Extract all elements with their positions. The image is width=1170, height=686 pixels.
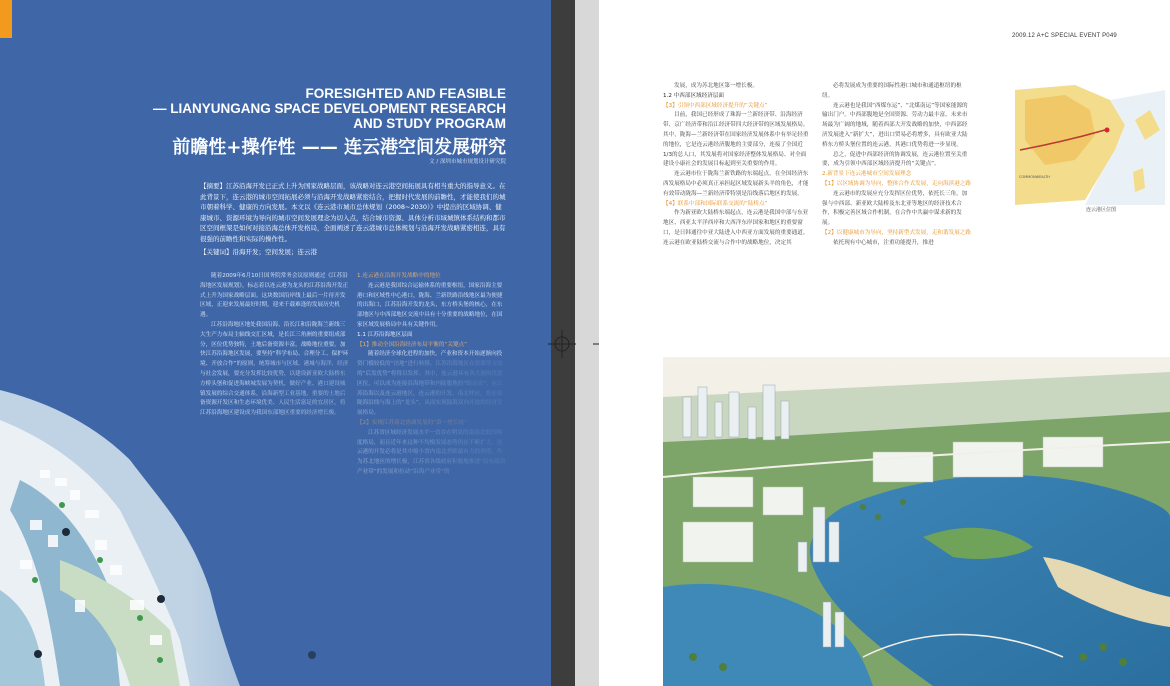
author-line: 文 / 深圳市城市规划设计研究院 bbox=[429, 159, 506, 165]
map-caption: 连云港区位图 bbox=[1086, 207, 1117, 213]
title-chinese: 前瞻性+操作性 —— 连云港空间发展研究 bbox=[172, 137, 506, 158]
svg-text:COMMONWEALTH: COMMONWEALTH bbox=[1019, 175, 1050, 179]
abstract: 【摘要】江苏沿海开发已正式上升为国家战略层面，该战略对连云港空间拓展具有相当重大的指导意义。在此背景下，连云港的城市空间拓展必须与沿海开发战略紧密结合，把握时代发展的前瞻性，才能使我们的城市朝着科学、健康的方向发展。本文以《连云港市城市总体规划（2008~2030）》中提出的区域协调、健康城市、资源环境为导向的城市空间发展理念为切入点，结合城市资源、具体分析市域城镇体系结构和都市区空间框架是如何对接沿海总体开发格局，全面阐述了连云港城市总体规划与沿海开发战略紧密相连，具有很强的前瞻性和实际的操作性。 bbox=[200, 182, 506, 243]
orange-tab bbox=[0, 0, 12, 38]
location-map bbox=[1015, 80, 1165, 205]
crop-mark-left bbox=[548, 330, 576, 358]
right-column-2: 必将发展成为重要的国际性港口城市和通道枢纽的枢纽。 连云港也是我国“西煤东运”、“北煤南运”等国家能源的输出门户。中西部腹地是全国资源、劳动力最丰富，未来市场最为广阔的地域，随着西部大开发战略的加快，中西部经济发展进入“新扩大”，进出口贸易必将增多，具有欧亚大陆桥东方桥头堡位置的连云港，其港口优势将进一步显现。 总之，促进中西部经济的协调发展，连云港位置至关重要，成为引领中西部区域经济提升的“关键点”。 2.新背景下连云港城市空间发展理念 【1】以区域协调为导向，整体合作式发展，走向海滨港之路 连云港市的发展应充分发挥区位优势，依托长三角，加强与中西部、新亚欧大陆桥及东北亚等地区的经济技术合作，积极完善区域合作机制，在合作中共赢中谋求新的发展。 【2】以健康城市为导向，坚持新型式发展，走和谐发展之路 依托现有中心城市，注重功能提升，推进 bbox=[822, 83, 971, 246]
left-page bbox=[0, 0, 551, 686]
left-column-1: 随着2009年6月10日国务院常务会议原则通过《江苏沿海地区发展规划》，标志着以连云港为龙头的江苏沿海开发正式上升为国家战略层面。这块数国沿岸线上最后一片待开发区域，正迎来发展最好时期，迎来千载难逢的发展历史机遇。 江苏沿海地区地处我国沿海、沿长江和沿陇海兰新线三大生产力布局主轴线交汇区域，是长江三角洲的重要组成部分，区位优势独特，土地后备资源丰富，战略地位重要。加快江苏沿海地区发展，要坚持“科学布局、合理分工、保护环 bbox=[200, 273, 349, 358]
aerial-city-rendering bbox=[663, 357, 1170, 686]
page-header: 2009.12 A+C SPECIAL EVENT P049 bbox=[1012, 33, 1117, 39]
left-column-2: 1.连云港在沿海开发战略中的地位 连云港是我国综合运输体系的重要枢纽，国家沿海主要港口和区域性中心港口，陇海、兰新铁路沿线地区最为便捷的出海口，江苏沿海开发的龙头，东方桥头堡的核心，在东部地区与中西部地区交流中具有十分重要的战略地位，在国家区域发展格局中具有关键作用。 1.1 江苏沿海地区层面 【1】推动全国沿海经济布局平衡的“关键点” 随着经济全球化进程的加快，产业和资本开始逐渐向投 bbox=[357, 273, 503, 358]
keywords: 【关键词】沿海开发；空间发展；连云港 bbox=[200, 248, 317, 256]
city-plan-aerial-illustration bbox=[0, 360, 551, 686]
title-english: FORESIGHTED AND FEASIBLE — LIANYUNGANG SPACE DEVELOPMENT RESEARCH AND STUDY PROGRAM bbox=[152, 86, 506, 131]
right-column-1: 发展，成为苏北地区第一增长极。 1.2 中西部区域经济层面 【3】引领中西部区域经济提升的“关键点” 目前，我国已经形成了珠海一兰新经济带、沿海经济带、京广经济带和沿江经济带四大经济带的区域发展格局。其中，陇海—兰新经济带在国家经济发展体系中有举足轻重的地位，它是连云港经济腹地的主要部分，连接了全国近1/3的总人口，其发展将对国家经济整体发展格局、对全面建设小康社会的发展目标起到至关重要的作用。 连云港市位于陇海兰新铁路的东端起点，在全国经济东西发展格局中必须真正承担起区域发展新头羊的角色，才能有效带动陇海—兰新经济带特别是沿线落后地区的发展。 【4】联系中部和国际联系交流的“陆桥点” 作为新亚欧大陆桥东端起点，连云港是我国中部与东亚地区、西亚太平洋西岸和大西洋东岸国家和地区的重要窗口，是日韩通往中亚大陆进入中西亚方面发展的重要通道。连云港在欧亚陆桥交流与合作中的战略地位，决定其 bbox=[663, 83, 809, 246]
